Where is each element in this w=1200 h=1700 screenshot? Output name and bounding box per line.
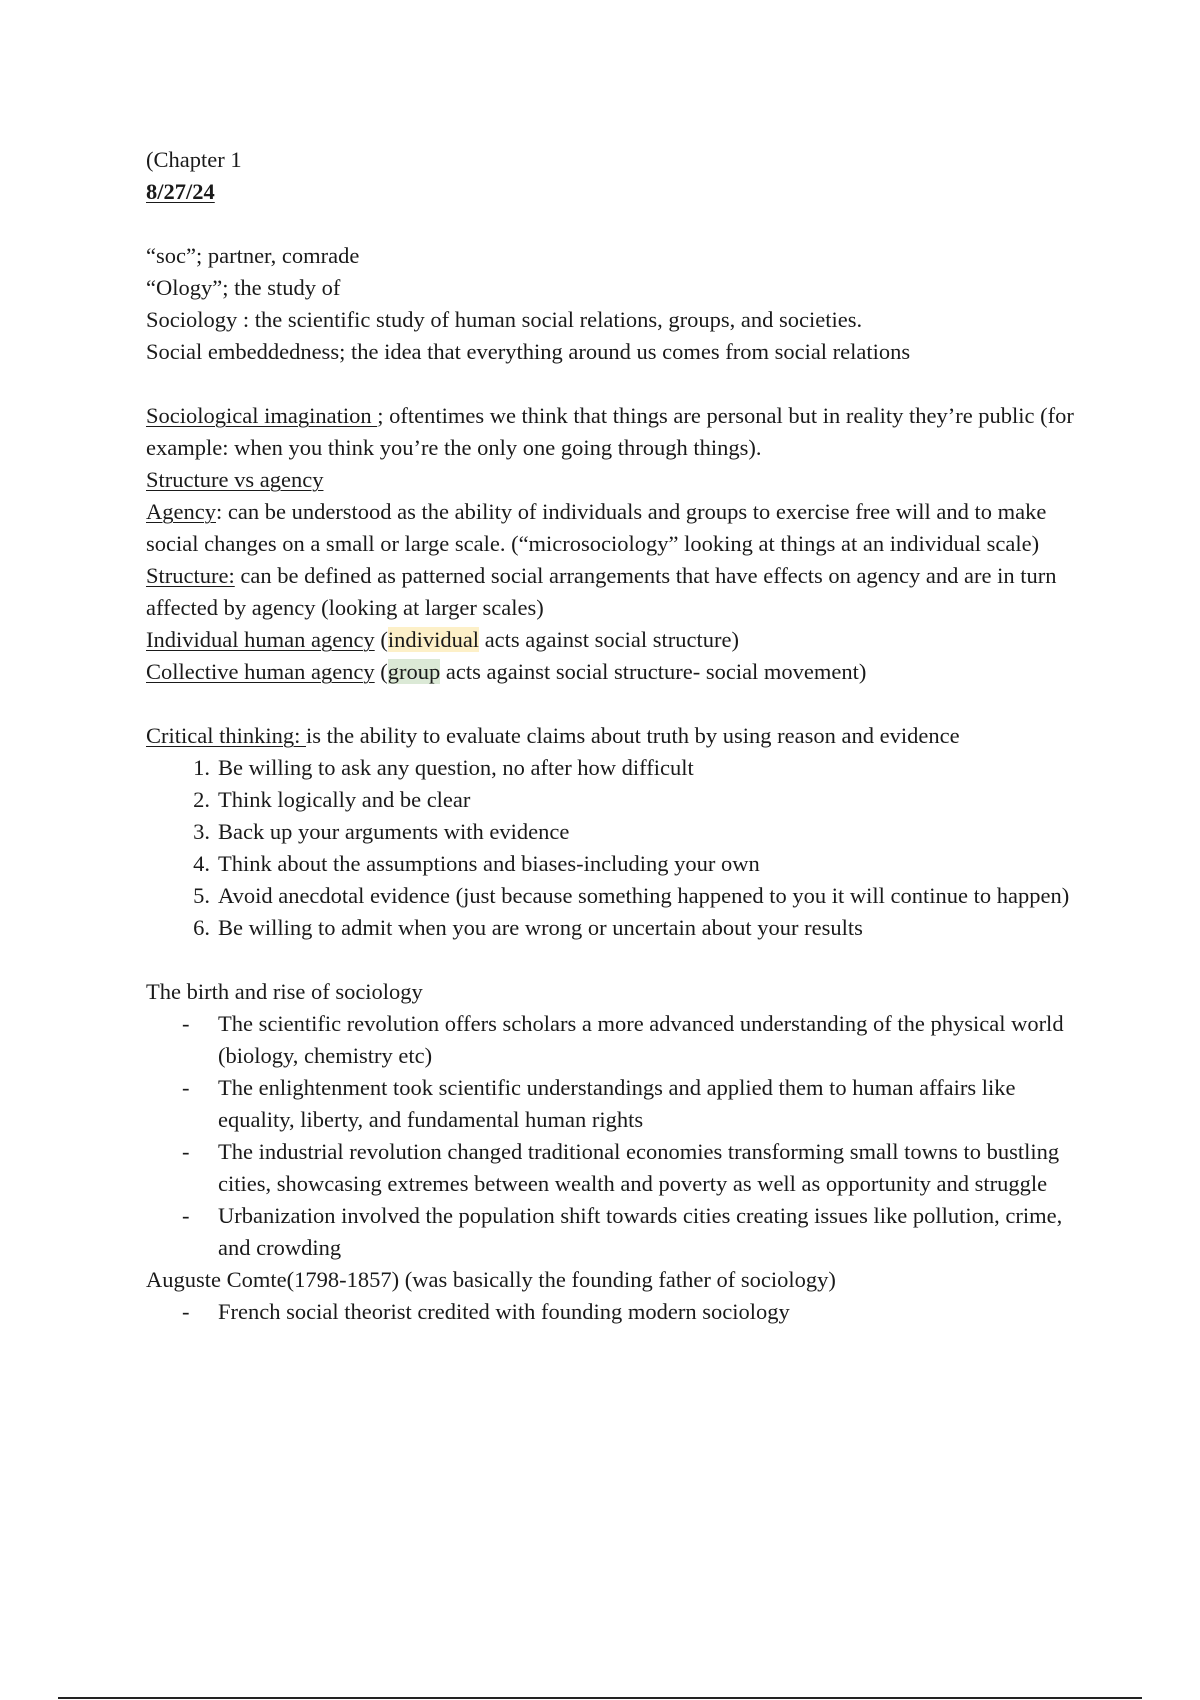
list-dash: - <box>182 1203 190 1228</box>
paren-open: ( <box>374 627 388 652</box>
individual-agency-line <box>146 624 1086 656</box>
definition-soc: “soc”; partner, comrade <box>146 243 360 268</box>
spacer <box>146 208 1086 240</box>
individual-agency-term: Individual human agency <box>146 627 375 652</box>
critical-thinking-list <box>146 752 1086 944</box>
list-item-text: Be willing to ask any question, no after how difficult <box>218 755 694 780</box>
list-item <box>146 784 1086 816</box>
list-item-text: Think about the assumptions and biases-including your own <box>218 851 760 876</box>
comte-list <box>146 1296 1086 1328</box>
critical-thinking-line <box>146 720 1086 752</box>
list-number: 6. <box>193 915 210 940</box>
page-bottom-divider <box>58 1697 1142 1699</box>
agency-paragraph <box>146 496 1086 560</box>
critical-thinking-text: is the ability to evaluate claims about truth by using reason and evidence <box>305 723 960 748</box>
sociological-imagination-text: ; oftentimes we think that things are personal but in reality they’re public (for example: when you think you’re the only one going through things). <box>146 403 1074 460</box>
list-item <box>146 912 1086 944</box>
list-number: 1. <box>193 755 210 780</box>
spacer <box>146 368 1086 400</box>
list-number: 5. <box>193 883 210 908</box>
list-item <box>146 752 1086 784</box>
list-item <box>146 816 1086 848</box>
list-item <box>146 1072 1086 1136</box>
spacer <box>146 688 1086 720</box>
structure-text: can be defined as patterned social arrangements that have effects on agency and are in turn affected by agency (looking at larger scales) <box>146 563 1057 620</box>
structure-term: Structure: <box>146 563 235 588</box>
highlight-group: group <box>387 659 441 684</box>
definition-ology: “Ology”; the study of <box>146 275 341 300</box>
list-item-text: Back up your arguments with evidence <box>218 819 570 844</box>
birth-rise-heading: The birth and rise of sociology <box>146 979 423 1004</box>
paren-open: ( <box>374 659 388 684</box>
birth-rise-list <box>146 1008 1086 1264</box>
collective-agency-text: acts against social structure- social movement) <box>440 659 867 684</box>
definition-sociology: Sociology : the scientific study of human social relations, groups, and societies. <box>146 307 863 332</box>
chapter-label: (Chapter 1 <box>146 147 242 172</box>
document-page <box>146 144 1086 1328</box>
list-item-text: The industrial revolution changed traditional economies transforming small towns to bustling cities, showcasing extremes between wealth and poverty as well as opportunity and struggle <box>218 1139 1060 1196</box>
list-item-text: Think logically and be clear <box>218 787 471 812</box>
agency-term: Agency <box>146 499 216 524</box>
list-item <box>146 880 1086 912</box>
list-item <box>146 1008 1086 1072</box>
list-item-text: The scientific revolution offers scholars a more advanced understanding of the physical world (biology, chemistry etc) <box>218 1011 1064 1068</box>
structure-paragraph <box>146 560 1086 624</box>
list-item <box>146 1200 1086 1264</box>
list-item <box>146 848 1086 880</box>
list-dash: - <box>182 1299 190 1324</box>
list-number: 4. <box>193 851 210 876</box>
collective-agency-line <box>146 656 1086 688</box>
critical-thinking-term: Critical thinking: <box>146 723 306 748</box>
list-number: 3. <box>193 819 210 844</box>
list-item-text: French social theorist credited with founding modern sociology <box>218 1299 790 1324</box>
list-dash: - <box>182 1075 190 1100</box>
comte-heading: Auguste Comte(1798-1857) (was basically the founding father of sociology) <box>146 1267 836 1292</box>
spacer <box>146 944 1086 976</box>
collective-agency-term: Collective human agency <box>146 659 375 684</box>
sociological-imagination-paragraph <box>146 400 1086 464</box>
highlight-individual: individual <box>387 627 480 652</box>
list-dash: - <box>182 1139 190 1164</box>
agency-text: : can be understood as the ability of individuals and groups to exercise free will and to make social changes on a small or large scale. (“microsociology” looking at things at an individual scale) <box>146 499 1047 556</box>
definition-social-embeddedness: Social embeddedness; the idea that everything around us comes from social relations <box>146 339 911 364</box>
list-item <box>146 1296 1086 1328</box>
sociological-imagination-term: Sociological imagination <box>146 403 378 428</box>
list-number: 2. <box>193 787 210 812</box>
list-item-text: Be willing to admit when you are wrong or uncertain about your results <box>218 915 863 940</box>
structure-vs-agency-heading: Structure vs agency <box>146 467 324 492</box>
list-item-text: Urbanization involved the population shift towards cities creating issues like pollution, crime, and crowding <box>218 1203 1063 1260</box>
date-heading: 8/27/24 <box>146 179 215 204</box>
list-item-text: Avoid anecdotal evidence (just because something happened to you it will continue to happen) <box>218 883 1070 908</box>
individual-agency-text: acts against social structure) <box>479 627 739 652</box>
list-item <box>146 1136 1086 1200</box>
list-item-text: The enlightenment took scientific understandings and applied them to human affairs like equality, liberty, and fundamental human rights <box>218 1075 1016 1132</box>
list-dash: - <box>182 1011 190 1036</box>
